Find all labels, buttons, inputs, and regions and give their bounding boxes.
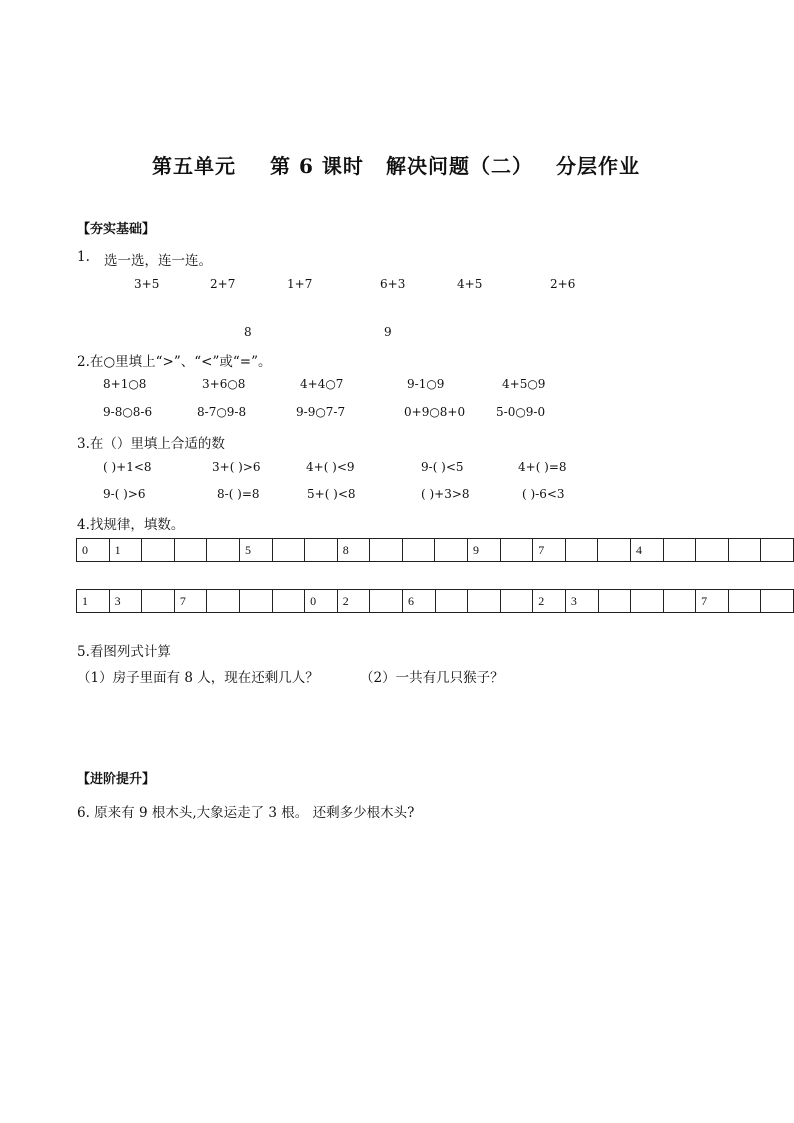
q2-item: 8-7○9-8 (197, 405, 247, 419)
q3-item: 8-( )=8 (217, 487, 260, 501)
grid-cell[interactable] (631, 590, 664, 613)
grid-cell[interactable] (370, 539, 403, 562)
q1-text: 选一选，连一连。 (104, 253, 212, 269)
q1-expression: 3+5 (134, 277, 160, 291)
q5-sub1: （1）房子里面有 8 人，现在还剩几人？ (77, 670, 319, 686)
q3-item: 3+( )>6 (212, 460, 261, 474)
grid-cell[interactable] (761, 539, 794, 562)
grid-cell[interactable]: 9 (468, 539, 501, 562)
q2-item: 0+9○8+0 (404, 405, 466, 419)
grid-cell[interactable] (305, 539, 338, 562)
grid-cell[interactable] (565, 539, 598, 562)
q3-item: 4+( )=8 (518, 460, 567, 474)
grid-cell[interactable]: 6 (402, 590, 435, 613)
pattern-grid-2 (76, 589, 794, 613)
grid-cell[interactable] (370, 590, 403, 613)
q2-text: 2.在○里填上“>”、“<”或“=”。 (77, 354, 272, 370)
q1-expression: 2+7 (210, 277, 236, 291)
grid-cell[interactable]: 7 (174, 590, 207, 613)
grid-cell[interactable]: 1 (109, 539, 142, 562)
grid-cell[interactable] (142, 539, 175, 562)
q1-answer: 8 (244, 325, 252, 339)
q3-item: ( )-6<3 (522, 487, 565, 501)
grid-cell[interactable] (272, 539, 305, 562)
q3-item: ( )+3>8 (421, 487, 470, 501)
q1-expression: 4+5 (457, 277, 483, 291)
q2-item: 5-0○9-0 (496, 405, 546, 419)
grid-cell[interactable] (207, 590, 240, 613)
q1-expression: 1+7 (287, 277, 313, 291)
q1-expression: 6+3 (380, 277, 406, 291)
q1-expression: 2+6 (550, 277, 576, 291)
title-lesson: 第 6 课时 (270, 154, 364, 178)
q1-answer: 9 (384, 325, 392, 339)
grid-cell[interactable] (598, 539, 631, 562)
grid-cell[interactable]: 0 (77, 539, 110, 562)
grid-cell[interactable] (435, 539, 468, 562)
q4-text: 4.找规律，填数。 (77, 517, 185, 533)
q2-item: 4+5○9 (502, 377, 546, 391)
q6-text: 6. 原来有 9 根木头,大象运走了 3 根。 还剩多少根木头? (77, 805, 415, 821)
pattern-grid-1 (76, 538, 794, 562)
grid-cell[interactable]: 1 (77, 590, 110, 613)
grid-cell[interactable]: 2 (337, 590, 370, 613)
grid-cell[interactable] (240, 590, 273, 613)
q3-item: 4+( )<9 (306, 460, 355, 474)
grid-cell[interactable] (142, 590, 175, 613)
grid-cell[interactable] (402, 539, 435, 562)
grid-cell[interactable] (500, 590, 533, 613)
q3-text: 3.在（）里填上合适的数 (77, 436, 225, 452)
q3-item: 9-( )>6 (103, 487, 146, 501)
q5-text: 5.看图列式计算 (77, 644, 171, 660)
grid-cell[interactable]: 7 (696, 590, 729, 613)
grid-cell[interactable] (500, 539, 533, 562)
title-topic: 解决问题（二） (386, 154, 533, 178)
grid-cell[interactable] (696, 539, 729, 562)
grid-cell[interactable]: 0 (305, 590, 338, 613)
grid-cell[interactable]: 7 (533, 539, 566, 562)
q2-item: 4+4○7 (300, 377, 344, 391)
grid-cell[interactable]: 3 (565, 590, 598, 613)
grid-cell[interactable] (728, 590, 761, 613)
grid-cell[interactable]: 4 (630, 539, 663, 562)
grid-cell[interactable] (174, 539, 207, 562)
title-type: 分层作业 (556, 154, 640, 178)
grid-cell[interactable] (435, 590, 468, 613)
q2-item: 9-1○9 (407, 377, 445, 391)
grid-cell[interactable] (598, 590, 631, 613)
q3-item: 5+( )<8 (307, 487, 356, 501)
q5-sub2: （2）一共有几只猴子？ (360, 670, 504, 686)
grid-cell[interactable]: 2 (533, 590, 566, 613)
grid-cell[interactable]: 8 (337, 539, 370, 562)
q2-item: 9-9○7-7 (296, 405, 346, 419)
title-unit: 第五单元 (152, 154, 236, 178)
q3-item: 9-( )<5 (421, 460, 464, 474)
q1-number: 1. (77, 249, 90, 265)
q3-item: ( )+1<8 (103, 460, 152, 474)
grid-cell[interactable]: 5 (239, 539, 272, 562)
section-header-basic: 【夯实基础】 (77, 222, 156, 237)
grid-cell[interactable] (663, 590, 696, 613)
q2-item: 3+6○8 (202, 377, 246, 391)
q2-item: 9-8○8-6 (103, 405, 153, 419)
grid-cell[interactable] (207, 539, 240, 562)
grid-cell[interactable] (663, 539, 696, 562)
grid-cell[interactable] (761, 590, 794, 613)
grid-cell[interactable] (272, 590, 305, 613)
section-header-advanced: 【进阶提升】 (77, 772, 156, 787)
q2-item: 8+1○8 (103, 377, 147, 391)
grid-cell[interactable] (468, 590, 501, 613)
grid-cell[interactable] (728, 539, 761, 562)
grid-cell[interactable]: 3 (109, 590, 142, 613)
